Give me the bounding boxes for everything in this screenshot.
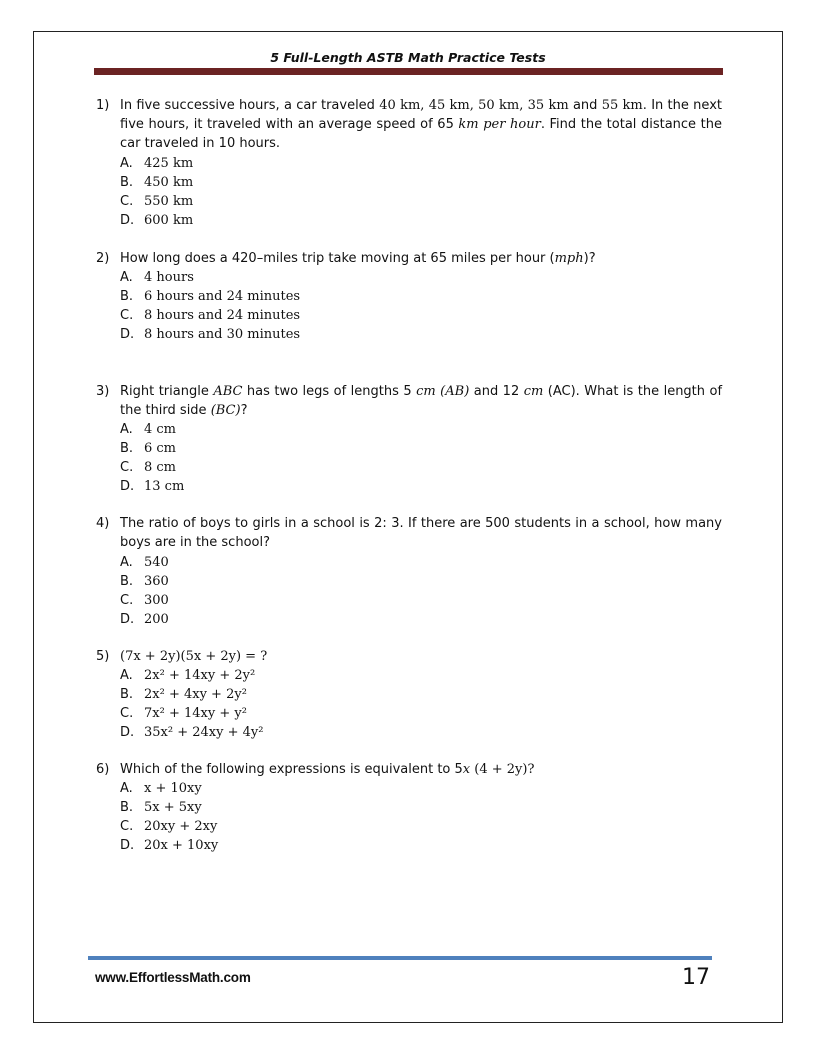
answer-option-b[interactable]: B. 5x + 5xy [120,800,202,816]
answer-option-c[interactable]: C. 8 cm [120,460,177,476]
question-5 [96,647,722,742]
answer-option-b[interactable]: B. 450 km [120,174,194,190]
answer-option-b[interactable]: B. 6 hours and 24 minutes [120,288,301,304]
answer-option-d[interactable]: D. 20x + 10xy [120,838,219,854]
answer-option-d[interactable]: D. 35x² + 24xy + 4y² [120,724,264,740]
answer-option-d[interactable]: D. 200 [120,611,169,627]
answer-options [120,553,722,629]
question-2 [96,249,722,344]
question-text: (7x + 2y)(5x + 2y) = ? [120,648,268,664]
answer-options [120,268,722,344]
question-1 [96,96,722,230]
answer-option-a[interactable]: A. 4 cm [120,422,177,438]
footer-website-link[interactable]: www.EffortlessMath.com [95,970,251,985]
header-rule [94,68,723,75]
answer-option-a[interactable]: A. 540 [120,554,169,570]
question-4 [96,514,722,628]
question-3 [96,382,722,496]
answer-option-a[interactable]: A. x + 10xy [120,781,202,797]
answer-option-c[interactable]: C. 8 hours and 24 minutes [120,307,301,323]
answer-option-d[interactable]: D. 13 cm [120,479,185,495]
question-6 [96,760,722,855]
answer-option-a[interactable]: A. 2x² + 14xy + 2y² [120,667,256,683]
answer-option-b[interactable]: B. 360 [120,573,169,589]
question-number: 5) [96,648,110,664]
answer-options [120,666,722,742]
answer-option-d[interactable]: D. 8 hours and 30 minutes [120,326,301,342]
question-number: 2) [96,250,110,266]
answer-option-c[interactable]: C. 300 [120,592,169,608]
question-text: How long does a 420–miles trip take moving at 65 miles per hour (mph)? [120,250,596,266]
question-text: In five successive hours, a car traveled 40 km, 45 km, 50 km, 35 km and 55 km. In the next five hours, it traveled with an average speed of 65 km per hour. Find the total distance the car traveled in 10 hours. [120,98,722,152]
answer-options [120,154,722,230]
answer-option-c[interactable]: C. 20xy + 2xy [120,819,218,835]
answer-option-b[interactable]: B. 6 cm [120,441,177,457]
page-number: 17 [682,965,710,990]
answer-option-c[interactable]: C. 7x² + 14xy + y² [120,705,247,721]
question-number: 4) [96,516,110,532]
questions-list [96,96,722,855]
question-text: The ratio of boys to girls in a school is 2: 3. If there are 500 students in a school, how many boys are in the school? [120,516,722,551]
question-number: 6) [96,761,110,777]
question-number: 1) [96,98,110,113]
question-text: Which of the following expressions is equivalent to 5x (4 + 2y)? [120,761,535,777]
question-number: 3) [96,383,110,399]
answer-option-a[interactable]: A. 4 hours [120,269,194,285]
page-header-title: 5 Full-Length ASTB Math Practice Tests [270,50,546,65]
answer-option-d[interactable]: D. 600 km [120,212,194,228]
answer-option-a[interactable]: A. 425 km [120,155,194,171]
answer-option-c[interactable]: C. 550 km [120,193,194,209]
footer-rule [88,956,712,960]
answer-options [120,420,722,496]
answer-options [120,779,722,855]
question-text: Right triangle ABC has two legs of lengths 5 cm (AB) and 12 cm (AC). What is the length of the third side (BC)? [120,383,723,419]
answer-option-b[interactable]: B. 2x² + 4xy + 2y² [120,686,247,702]
